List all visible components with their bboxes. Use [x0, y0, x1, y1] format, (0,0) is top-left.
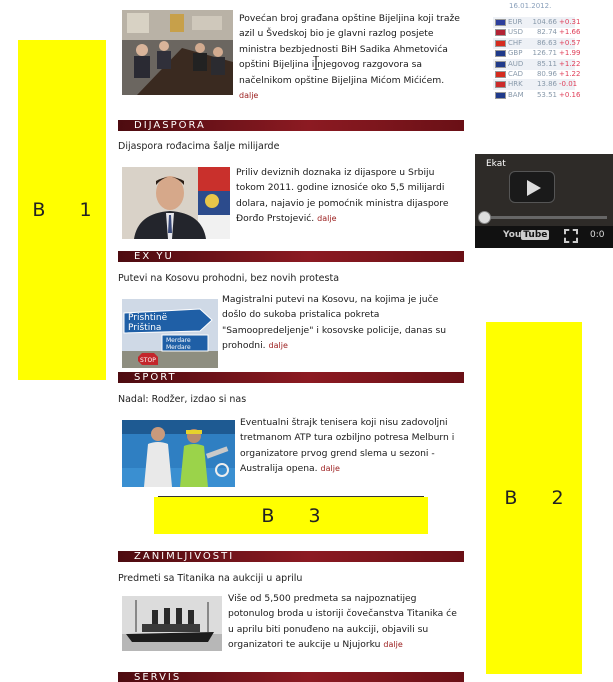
section-header-ex-yu[interactable] [118, 251, 464, 262]
currency-rate: 85.11 [536, 59, 557, 68]
article-image-road-sign[interactable] [122, 299, 218, 368]
sign-text: Merdare [166, 337, 191, 344]
ad-label: B 2 [504, 487, 578, 509]
exchange-rate-row [493, 79, 578, 90]
currency-code: GBP [508, 49, 523, 58]
video-title[interactable]: Ekat [486, 159, 506, 169]
flag-icon [495, 61, 506, 68]
currency-rate: 86.63 [536, 38, 557, 47]
ad-label: B 3 [261, 504, 335, 527]
currency-code: EUR [508, 18, 523, 26]
article-text [236, 165, 464, 227]
currency-rate: 53.51 [536, 90, 557, 99]
exchange-rate-row [493, 69, 581, 80]
play-icon [527, 180, 541, 196]
sign-text: Prishtinë [128, 313, 168, 323]
section-title: EX YU [134, 251, 174, 262]
ad-banner-b3[interactable] [154, 497, 428, 534]
currency-rate: 13.86 [536, 80, 557, 89]
section-title: SPORT [134, 372, 177, 383]
currency-code: AUD [508, 59, 524, 68]
currency-change: +1.66 [559, 28, 581, 37]
currency-change: +1.22 [559, 70, 581, 78]
logo-text: You [503, 230, 522, 240]
flag-icon [495, 81, 506, 88]
exchange-rate-row [493, 27, 581, 38]
ad-banner-b2[interactable] [486, 322, 582, 674]
article-text-body: Više od 5,500 predmeta sa najpoznatijeg potonulog broda u istoriji čovečanstva Titanika će u aprilu biti ponuđeno na aukciji, objavili su organizatori te aukcije u Njujorku [228, 593, 457, 651]
section-header-sport[interactable] [118, 372, 464, 383]
article-text-body: Magistralni putevi na Kosovu, na kojima je juče došlo do sukoba pristalica pokreta "Samoopredeljenje" i kosovske policije, danas su prohodni. [222, 294, 447, 352]
currency-change: +1.99 [559, 49, 581, 58]
currency-code: USD [508, 28, 523, 37]
currency-change: -0.01 [559, 80, 578, 89]
exchange-rate-row [493, 38, 581, 49]
exchange-rate-date: 16.01.2012. [509, 2, 552, 10]
article-text-body: Priliv deviznih doznaka iz dijaspore u Srbiju tokom 2011. godine iznosiće oko 5,5 milijardi dolara, najavio je pomoćnik ministra dijaspore Đorđo Prstojević. [236, 167, 449, 225]
video-seek-handle[interactable] [478, 211, 491, 224]
sign-text: Priština [128, 323, 162, 333]
sign-text: Merdare [166, 344, 191, 351]
flag-icon [495, 19, 506, 26]
currency-change: +0.16 [559, 90, 581, 99]
flag-icon [495, 50, 506, 57]
currency-change: +1.22 [559, 59, 581, 68]
article-text [240, 415, 464, 477]
article-text-body: Povećan broj građana opštine Bijeljina koji traže azil u Švedskoj bio je glavni razlog posjete ministra bezbjednosti BiH Sadika Ahmetovića opštini Bijeljina i njegovog razgovora sa načelnikom opštine Bijeljina Mićom Mićićem. [239, 13, 460, 86]
section-header-servis[interactable] [118, 672, 464, 682]
section-header-dijaspora[interactable] [118, 120, 464, 131]
article-image-tennis[interactable] [122, 420, 235, 487]
article-image-portrait[interactable] [122, 167, 230, 239]
article-headline[interactable]: Nadal: Rodžer, izdao si nas [118, 394, 247, 405]
exchange-rate-row [493, 90, 581, 101]
flag-icon [495, 92, 506, 99]
currency-code: HRK [508, 80, 523, 89]
article-image-titanic[interactable] [122, 596, 222, 651]
sign-text: STOP [140, 357, 156, 364]
currency-code: CHF [508, 38, 523, 47]
currency-rate: 80.96 [536, 70, 557, 78]
article-text [222, 292, 464, 354]
video-progress-bar[interactable] [483, 216, 607, 219]
text-cursor-icon [313, 55, 319, 69]
read-more-link[interactable]: dalje [383, 640, 403, 650]
video-player[interactable] [475, 154, 613, 248]
currency-change: +0.57 [559, 38, 581, 47]
currency-code: BAM [508, 90, 524, 99]
read-more-link[interactable]: dalje [239, 91, 259, 101]
article-text [239, 11, 463, 103]
article-text [228, 591, 464, 653]
currency-rate: 126.71 [532, 49, 557, 58]
flag-icon [495, 29, 506, 36]
currency-code: CAD [508, 70, 524, 78]
exchange-rate-row [493, 48, 581, 59]
logo-text: Tube [523, 230, 548, 240]
article-headline[interactable]: Putevi na Kosovu prohodni, bez novih protesta [118, 273, 340, 284]
currency-rate: 82.74 [536, 28, 557, 37]
section-header-zanimljivosti[interactable] [118, 551, 464, 562]
exchange-rate-row [493, 59, 581, 70]
ad-banner-b1[interactable] [18, 40, 106, 380]
flag-icon [495, 71, 506, 78]
section-title: SERVIS [134, 672, 182, 682]
article-headline[interactable]: Predmeti sa Titanika na aukciji u aprilu [118, 573, 303, 584]
read-more-link[interactable]: dalje [317, 214, 337, 224]
flag-icon [495, 40, 506, 47]
currency-rate: 104.66 [532, 18, 557, 26]
section-title: DIJASPORA [134, 120, 206, 131]
read-more-link[interactable]: dalje [320, 464, 340, 474]
ad-label: B 1 [32, 199, 106, 221]
youtube-logo-icon[interactable] [503, 230, 549, 240]
fullscreen-icon[interactable] [564, 229, 578, 243]
play-button[interactable] [509, 171, 555, 203]
article-image-meeting[interactable] [122, 10, 233, 95]
currency-change: +0.31 [559, 18, 581, 26]
read-more-link[interactable]: dalje [268, 341, 288, 351]
exchange-rate-row [493, 17, 581, 28]
video-time: 0:0 [590, 230, 605, 240]
article-text-body: Eventualni štrajk tenisera koji nisu zadovoljni tretmanom ATP tura ozbiljno potresa Melburn i organizatore prvog grend slema u sezoni - Australija opena. [240, 417, 455, 475]
section-title: ZANIMLJIVOSTI [134, 551, 235, 562]
article-headline[interactable]: Dijaspora rođacima šalje milijarde [118, 141, 280, 152]
